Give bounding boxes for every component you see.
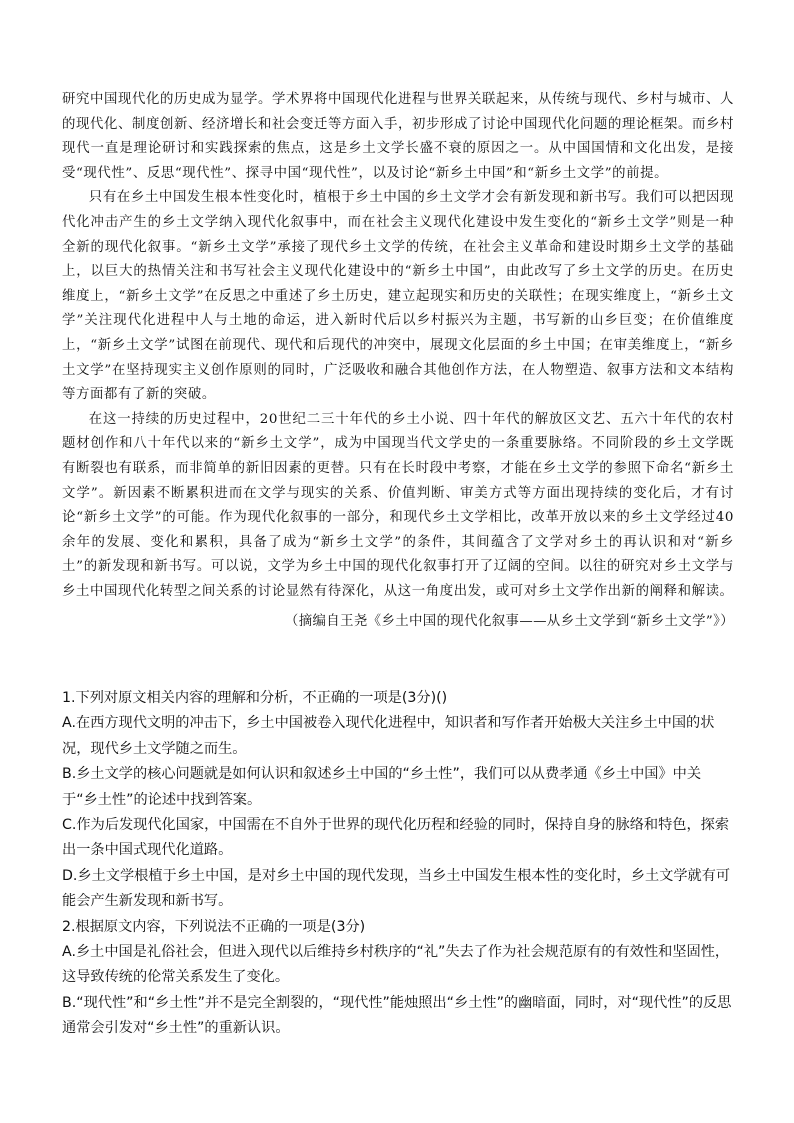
- question-1-option-d: D.乡土文学根植于乡土中国，是对乡土中国的现代发现，当乡土中国发生根本性的变化时，乡土文学就有可能会产生新发现和新书写。: [62, 867, 731, 910]
- passage-paragraph-1: 研究中国现代化的历史成为显学。学术界将中国现代化进程与世界关联起来，从传统与现代、乡村与城市、人的现代化、制度创新、经济增长和社会变迁等方面入手，初步形成了讨论中国现代化问题的理论框架。而乡村现代一直是理论研讨和实践探索的焦点，这是乡土文学长盛不衰的原因之一。从中国国情和文化出发，是接受“现代性”、反思“现代性”、探寻中国“现代性”，以及讨论“新乡土中国”和“新乡土文学”的前提。: [62, 92, 734, 181]
- passage-paragraph-2: 只有在乡土中国发生根本性变化时，植根于乡土中国的乡土文学才会有新发现和新书写。我们可以把因现代化冲击产生的乡土文学纳入现代化叙事中，而在社会主义现代化建设中发生变化的“新乡土文学”则是一种全新的现代化叙事。“新乡土文学”承接了现代乡土文学的传统，在社会主义革命和建设时期乡土文学的基础上，以巨大的热情关注和书写社会主义现代化建设中的“新乡土中国”，由此改写了乡土文学的历史。在历史维度上，“新乡土文学”在反思之中重述了乡土历史，建立起现实和历史的关联性；在现实维度上，“新乡土文学”关注现代化进程中人与土地的命运，进入新时代后以乡村振兴为主题，书写新的山乡巨变；在价值维度上，“新乡土文学”试图在前现代、现代和后现代的冲突中，展现文化层面的乡土中国；在审美维度上，“新乡土文学”在坚持现实主义创作原则的同时，广泛吸收和融合其他创作方法，在人物塑造、叙事方法和文本结构等方面都有了新的突破。: [62, 190, 734, 403]
- question-1-option-b: B.乡土文学的核心问题就是如何认识和叙述乡土中国的“乡土性”，我们可以从费孝通《乡土中国》中关于“乡土性”的论述中找到答案。: [62, 766, 702, 808]
- reading-passage: [62, 88, 734, 635]
- question-1-option-c: C.作为后发现代化国家，中国需在不自外于世界的现代化历程和经验的同时，保持自身的脉络和特色，探索出一条中国式现代化道路。: [62, 817, 730, 859]
- question-1-stem: 1.下列对原文相关内容的理解和分析，不正确的一项是(3分)(): [62, 690, 448, 706]
- questions-section: [62, 686, 734, 1042]
- passage-source: （摘编自王尧《乡土中国的现代化叙事——从乡土文学到“新乡土文学”》）: [284, 614, 734, 630]
- question-2-option-b: B.“现代性”和“乡土性”并不是完全割裂的，“现代性”能烛照出“乡土性”的幽暗面，同时，对“现代性”的反思通常会引发对“乡土性”的重新认识。: [62, 994, 732, 1037]
- passage-paragraph-3: 在这一持续的历史过程中，20世纪二三十年代的乡土小说、四十年代的解放区文艺、五六十年代的农村题材创作和八十年代以来的“新乡土文学”，成为中国现当代文学史的一条重要脉络。不同阶段的乡土文学既有断裂也有联系，而非简单的新旧因素的更替。只有在长时段中考察，才能在乡土文学的参照下命名“新乡土文学”。新因素不断累积进而在文学与现实的关系、价值判断、审美方式等方面出现持续的变化后，才有讨论“新乡土文学”的可能。作为现代化叙事的一部分，和现代乡土文学相比，改革开放以来的乡土文学经过40余年的发展、变化和累积，具备了成为“新乡土文学”的条件，其间蕴含了文学对乡土的再认识和对“新乡土”的新发现和新书写。可以说，文学为乡土中国的现代化叙事打开了辽阔的空间。以往的研究对乡土文学与乡土中国现代化转型之间关系的讨论显然有待深化，从这一角度出发，或可对乡土文学作出新的阐释和解读。: [62, 411, 734, 599]
- question-2-option-a: A.乡土中国是礼俗社会，但进入现代以后维持乡村秩序的“礼”失去了作为社会规范原有的有效性和坚固性，这导致传统的伦常关系发生了变化。: [62, 944, 730, 986]
- question-1-option-a: A.在西方现代文明的冲击下，乡土中国被卷入现代化进程中，知识者和写作者开始极大关注乡土中国的状况，现代乡土文学随之而生。: [62, 715, 715, 757]
- question-2-stem: 2.根据原文内容，下列说法不正确的一项是(3分): [62, 918, 366, 935]
